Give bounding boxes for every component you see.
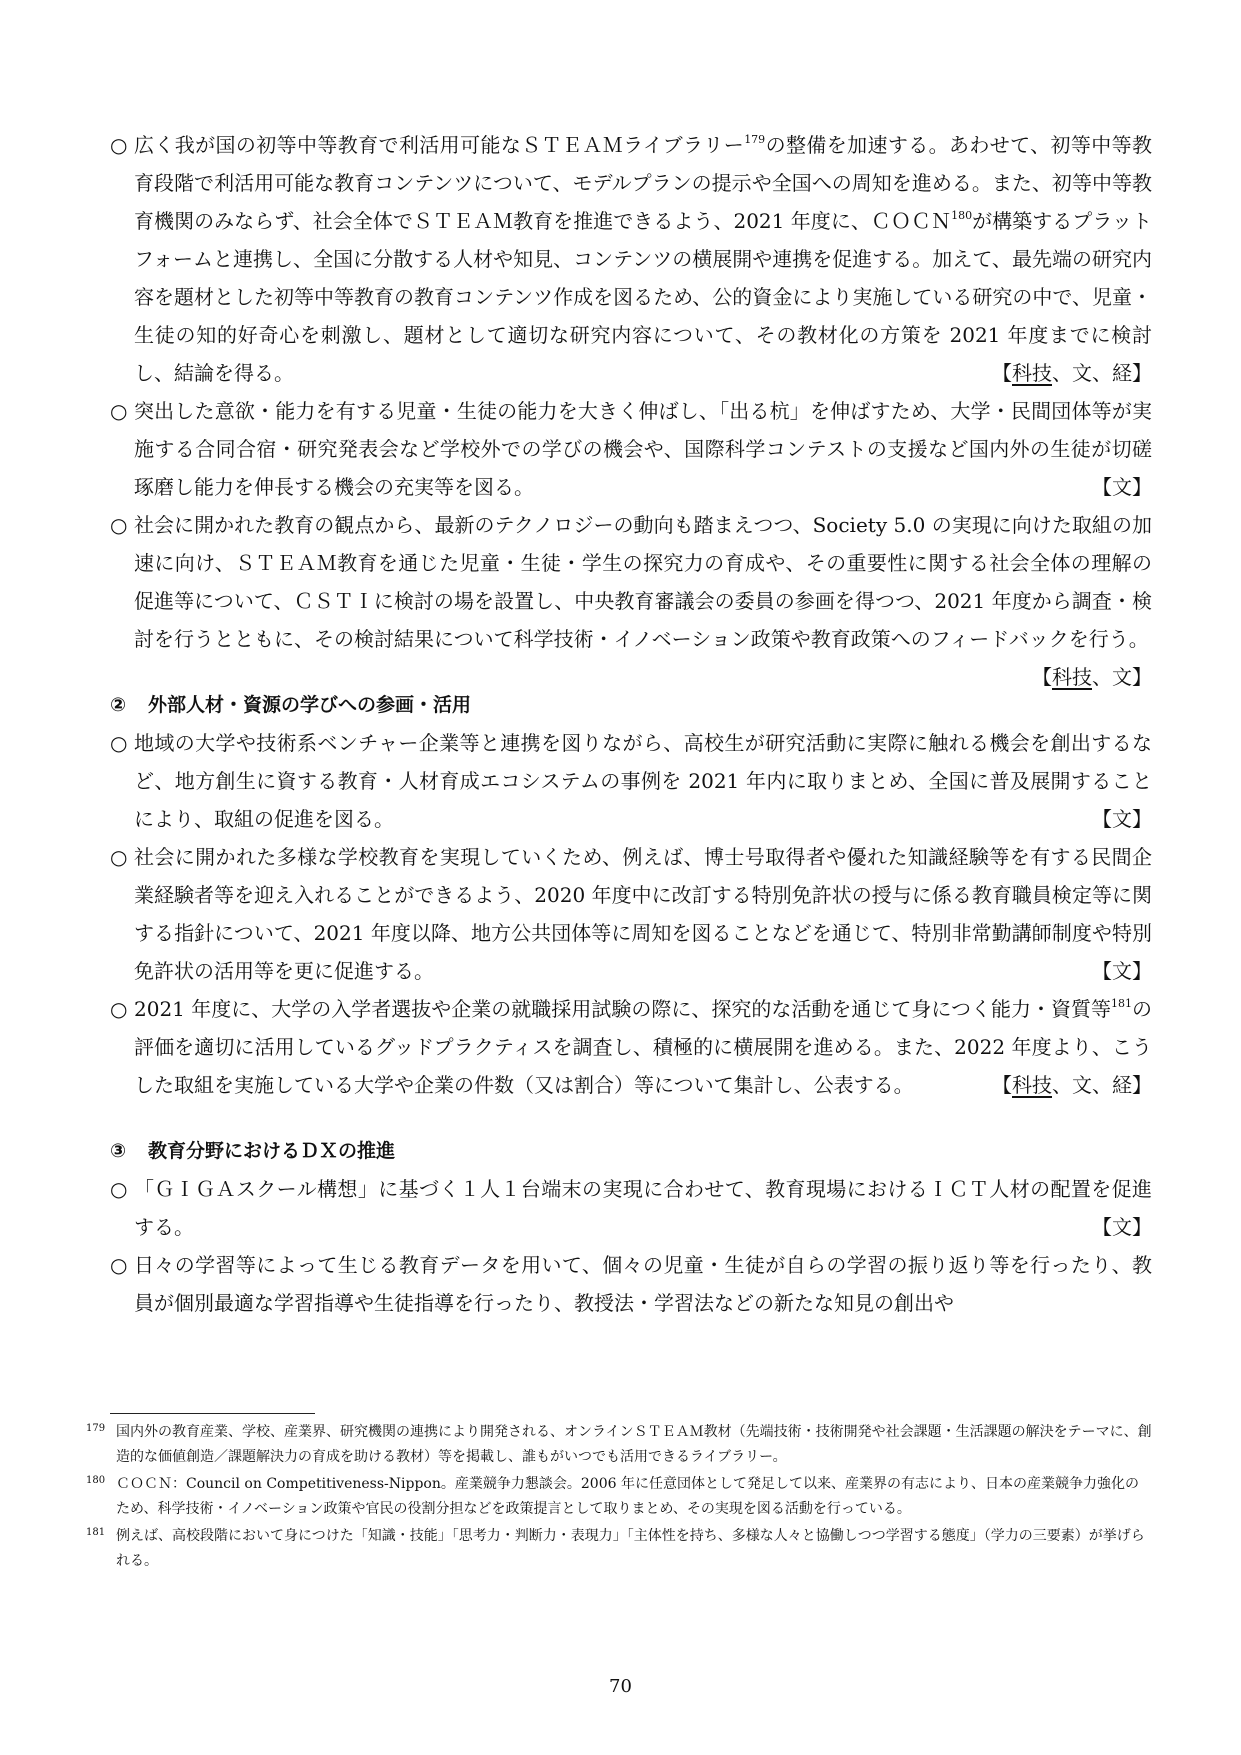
footnote-divider xyxy=(110,1413,315,1414)
page-number: 70 xyxy=(609,1676,632,1697)
section-number: ③ xyxy=(110,1140,127,1162)
bullet-text: 広く我が国の初等中等教育で利活用可能なＳＴＥＡＭライブラリー$^{179}$の整備を加速する。あわせて、初等中等教育段階で利活用可能な教育コンテンツについて、モデルプランの提示や全国への周知を進める。また、初等中等教育機関のみならず、社会全体でＳＴＥＡＭ教育を推進できるよう、2021 年度に、ＣＯＣＮ$^{180}$が構築するプラットフォームと連携し、全国に分散する人材や知見、コンテンツの横展開や連携を促進する。加えて、最先端の研究内容を題材とした初等中等教育の教育コンテンツ作成を図るため、公的資金により実施している研究の中で、児童・生徒の知的好奇心を刺激し、題材として適切な研究内容について、その教材化の方策を 2021 年度までに検討し、結論を得る。 【科技、文、経】 xyxy=(134,126,1152,392)
ministry-tag: 【科技、文、経】 xyxy=(992,1073,1152,1097)
footnote xyxy=(86,1420,1152,1470)
footnote xyxy=(86,1472,1152,1522)
bullet-text: 日々の学習等によって生じる教育データを用いて、個々の児童・生徒が自らの学習の振り返り等を行ったり、教員が個別最適な学習指導や生徒指導を行ったり、教授法・学習法などの新たな知見の創出や xyxy=(134,1253,1152,1315)
main-content xyxy=(110,126,1152,1322)
footnote-text: 例えば、高校段階において身につけた「知識・技能」「思考力・判断力・表現力」「主体性を持ち、多様な人々と協働しつつ学習する態度」（学力の三要素）が挙げられる。 xyxy=(116,1528,1145,1569)
ministry-tag: 【文】 xyxy=(1092,807,1152,831)
footnote-ref: 180 xyxy=(951,209,973,222)
footnote xyxy=(86,1524,1152,1574)
ministry-tag: 【文】 xyxy=(1092,475,1152,499)
bullet-text: 地域の大学や技術系ベンチャー企業等と連携を図りながら、高校生が研究活動に実際に触れる機会を創出するなど、地方創生に資する教育・人材育成エコシステムの事例を 2021 年内に取りまとめ、全国に普及展開することにより、取組の促進を図る。 【文】 xyxy=(134,724,1152,838)
bullet-text: 「ＧＩＧＡスクール構想」に基づく１人１台端末の実現に合わせて、教育現場におけるＩＣＴ人材の配置を促進する。 【文】 xyxy=(134,1170,1152,1246)
bullet-text: 2021 年度に、大学の入学者選抜や企業の就職採用試験の際に、探究的な活動を通じて身につく能力・資質等$^{181}$の評価を適切に活用しているグッドプラクティスを調査し、積極的に横展開を進める。また、2022 年度より、こうした取組を実施している大学や企業の件数（又は割合）等について集計し、公表する。 【科技、文、経】 xyxy=(134,990,1152,1104)
ministry-tag: 【文】 xyxy=(1092,959,1152,983)
footnote-number: 181 xyxy=(86,1527,106,1538)
bullet-mark: ○ xyxy=(110,133,128,157)
footnote-ref: 179 xyxy=(744,133,766,146)
bullet-mark: ○ xyxy=(110,997,128,1021)
list-item xyxy=(110,838,1152,990)
bullet-mark: ○ xyxy=(110,1253,128,1277)
ministry-tag: 【科技、文、経】 xyxy=(992,361,1152,385)
bullet-text: 社会に開かれた教育の観点から、最新のテクノロジーの動向も踏まえつつ、Society 5.0 の実現に向けた取組の加速に向け、ＳＴＥＡＭ教育を通じた児童・生徒・学生の探究力の育成や、その重要性に関する社会全体の理解の促進等について、ＣＳＴＩに検討の場を設置し、中央教育審議会の委員の参画を得つつ、2021 年度から調査・検討を行うとともに、その検討結果について科学技術・イノベーション政策や教育政策へのフィードバックを行う。 【科技、文】 xyxy=(134,506,1152,658)
list-item xyxy=(110,392,1152,506)
bullet-mark: ○ xyxy=(110,513,128,537)
footnote-ref: 181 xyxy=(1111,997,1132,1010)
footnote-text: 国内外の教育産業、学校、産業界、研究機関の連携により開発される、オンラインＳＴＥＡＭ教材（先端技術・技術開発や社会課題・生活課題の解決をテーマに、創造的な価値創造／課題解決力の育成を助ける教材）等を掲載し、誰もがいつでも活用できるライブラリー。 xyxy=(116,1424,1152,1465)
ministry-tag: 【文】 xyxy=(1092,1215,1152,1239)
footnote-number: 180 xyxy=(86,1475,106,1486)
footnote-number: 179 xyxy=(86,1423,106,1434)
bullet-mark: ○ xyxy=(110,1177,128,1201)
footnotes xyxy=(86,1420,1152,1576)
list-item xyxy=(110,126,1152,392)
list-item xyxy=(110,724,1152,838)
list-item xyxy=(110,1170,1152,1246)
section-number: ② xyxy=(110,694,127,716)
section-heading xyxy=(110,1132,1152,1170)
bullet-text: 社会に開かれた多様な学校教育を実現していくため、例えば、博士号取得者や優れた知識経験等を有する民間企業経験者等を迎え入れることができるよう、2020 年度中に改訂する特別免許状の授与に係る教育職員検定等に関する指針について、2021 年度以降、地方公共団体等に周知を図ることなどを通じて、特別非常勤講師制度や特別免許状の活用等を更に促進する。 【文】 xyxy=(134,838,1152,990)
section-title: 教育分野におけるＤＸの推進 xyxy=(148,1140,396,1162)
bullet-mark: ○ xyxy=(110,845,128,869)
bullet-text: 突出した意欲・能力を有する児童・生徒の能力を大きく伸ばし、「出る杭」を伸ばすため、大学・民間団体等が実施する合同合宿・研究発表会など学校外での学びの機会や、国際科学コンテストの支援など国内外の生徒が切磋琢磨し能力を伸長する機会の充実等を図る。 【文】 xyxy=(134,392,1152,506)
list-item xyxy=(110,1246,1152,1322)
footnote-text: ＣＯＣＮ：Council on Competitiveness-Nippon。産業競争力懇談会。2006 年に任意団体として発足して以来、産業界の有志により、日本の産業競争力強化のため、科学技術・イノベーション政策や官民の役割分担などを政策提言として取りまとめ、その実現を図る活動を行っている。 xyxy=(116,1476,1139,1517)
list-item xyxy=(110,506,1152,689)
bullet-mark: ○ xyxy=(110,399,128,423)
section-title: 外部人材・資源の学びへの参画・活用 xyxy=(148,694,472,716)
bullet-mark: ○ xyxy=(110,731,128,755)
section-heading xyxy=(110,686,1152,724)
list-item xyxy=(110,990,1152,1104)
ministry-tag: 【科技、文】 xyxy=(1032,665,1152,689)
